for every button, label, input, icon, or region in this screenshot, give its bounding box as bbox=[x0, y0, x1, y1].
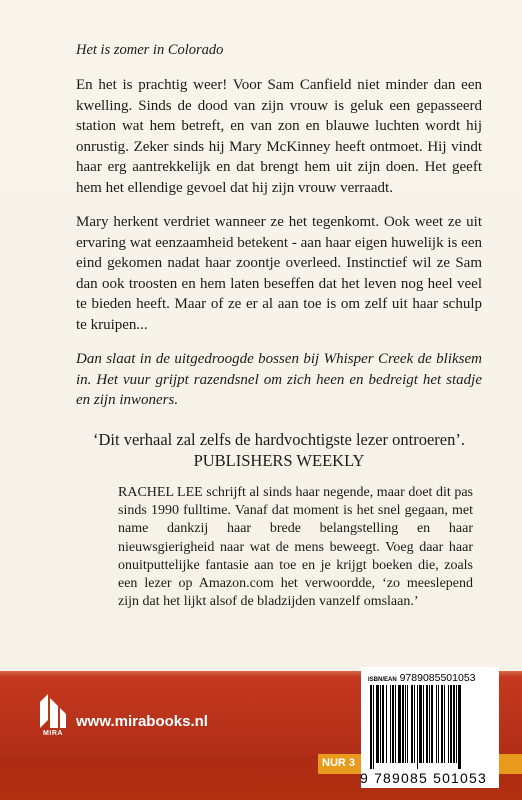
blurb-paragraph-1: En het is prachtig weer! Voor Sam Canfield niet minder dan een kwelling. Sinds de dood van zijn vrouw is geluk een gepasseerd station wat hem betreft, en van zon en blauwe luchten wordt hij onrustig. Zeker sinds hij Mary McKinney heeft ontmoet. Hij vindt haar erg aantrekkelijk en dat brengt hem uit zijn doen. Het geeft hem het ellendige gevoel dat hij zijn vrouw verraadt. bbox=[76, 77, 482, 196]
barcode-bar bbox=[414, 685, 415, 763]
barcode-bar bbox=[380, 685, 381, 763]
barcode-bar bbox=[402, 685, 404, 763]
barcode-bar bbox=[458, 685, 461, 769]
barcode-bar bbox=[407, 685, 408, 763]
barcode-bar bbox=[373, 685, 374, 769]
barcode-bar bbox=[392, 685, 394, 763]
barcode-bar bbox=[423, 685, 424, 763]
barcode-bar bbox=[411, 685, 413, 763]
review-quote bbox=[76, 429, 482, 471]
isbn-prefix: ISBN/EAN bbox=[368, 677, 397, 683]
mira-logo-icon bbox=[38, 692, 68, 730]
isbn-label bbox=[368, 672, 476, 684]
barcode-bar bbox=[448, 685, 449, 763]
barcode-bar bbox=[386, 685, 387, 763]
nur-code: NUR 3 bbox=[322, 757, 356, 769]
barcode-bar bbox=[376, 685, 379, 763]
barcode-bar bbox=[438, 685, 439, 763]
barcode-digits: 9 789085 501053 bbox=[360, 770, 487, 786]
tagline: Het is zomer in Colorado bbox=[76, 42, 224, 58]
barcode-bar bbox=[456, 685, 457, 763]
barcode-bar bbox=[453, 685, 455, 763]
website-link[interactable]: www.mirabooks.nl bbox=[76, 713, 208, 730]
back-cover-text bbox=[76, 40, 482, 495]
barcode-bar bbox=[441, 685, 443, 763]
quote-text: ‘Dit verhaal zal zelfs de hardvochtigste lezer ontroeren’. bbox=[93, 429, 465, 449]
isbn-number: 9789085501053 bbox=[399, 672, 476, 684]
quote-source: PUBLISHERS WEEKLY bbox=[193, 450, 365, 470]
barcode-bar bbox=[450, 685, 452, 763]
author-bio: RACHEL LEE schrijft al sinds haar negende, maar doet dit pas sinds 1990 fulltime. Vanaf dat moment is het snel gegaan, met name dankzij haar brede belangstelling en haar nieuwsgierigheid naar wat de mens beweegt. Voeg daar haar onuitputtelijke fantasie aan toe en je krijgt boeken die, zoals een lezer op Amazon.com het verwoordde, ‘zo meeslepend zijn dat het lijkt alsof de bladzijden vanzelf omslaan.’ bbox=[118, 485, 473, 610]
barcode-icon bbox=[368, 685, 494, 769]
barcode-bar bbox=[405, 685, 406, 763]
barcode-bar bbox=[370, 685, 372, 769]
logo-text: MIRA bbox=[43, 730, 63, 737]
barcode-bar bbox=[390, 685, 391, 763]
barcode-bar bbox=[431, 685, 433, 763]
barcode-bar bbox=[419, 685, 422, 763]
barcode-bar bbox=[429, 685, 430, 763]
barcode-bar bbox=[398, 685, 401, 763]
barcode-bar bbox=[426, 685, 428, 763]
barcode-bar bbox=[395, 685, 396, 763]
blurb-paragraph-2: Mary herkent verdriet wanneer ze het tegenkomt. Ook weet ze uit ervaring wat eenzaamheid betekent - aan haar eigen huwelijk is een eind gekomen nadat haar zoontje overleed. Instinctief wil ze Sam dan ook troosten en hem laten beseffen dat het leven nog heel veel te bieden heeft. Maar of ze er al aan toe is om zelf uit haar schulp te kruipen... bbox=[76, 214, 482, 333]
barcode-bar bbox=[436, 685, 437, 763]
barcode-bar bbox=[444, 685, 445, 763]
barcode-bar bbox=[382, 685, 384, 763]
barcode-bar bbox=[417, 685, 418, 769]
blurb-italic-paragraph: Dan slaat in de uitgedroogde bossen bij Whisper Creek de bliksem in. Het vuur grijpt razendsnel om zich heen en bedreigt het stadje en zijn inwoners. bbox=[76, 351, 482, 408]
